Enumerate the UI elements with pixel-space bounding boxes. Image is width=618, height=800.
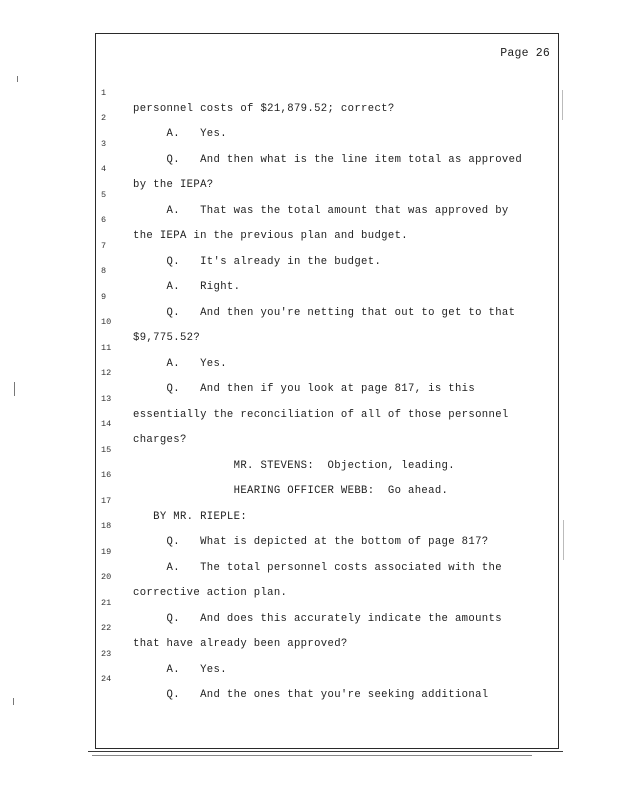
footer-rule	[88, 751, 563, 752]
line-number: 16	[101, 470, 112, 480]
transcript-line	[96, 273, 558, 319]
scan-speck	[14, 382, 15, 396]
line-text: corrective action plan.	[133, 587, 288, 599]
line-text: A. Right.	[133, 281, 241, 293]
scan-speck	[13, 698, 14, 705]
line-text: Q. And then you're netting that out to get to that	[133, 307, 516, 319]
line-number: 4	[101, 164, 107, 174]
line-number: 14	[101, 419, 112, 429]
transcript-line	[96, 579, 558, 625]
line-number: 13	[101, 394, 112, 404]
scan-speck	[17, 76, 18, 82]
line-text: A. Yes.	[133, 358, 227, 370]
line-number: 12	[101, 368, 112, 378]
transcript-line	[96, 400, 558, 446]
line-number: 7	[101, 241, 107, 251]
line-text: Q. And then what is the line item total as approved	[133, 154, 523, 166]
line-number: 21	[101, 598, 112, 608]
transcript-line	[96, 502, 558, 548]
line-text: Q. And then if you look at page 817, is this	[133, 383, 476, 395]
transcript-line	[96, 477, 558, 523]
transcript-line	[96, 94, 558, 140]
line-number: 20	[101, 572, 112, 582]
line-text: charges?	[133, 434, 187, 446]
line-text: by the IEPA?	[133, 179, 214, 191]
scan-speck	[562, 90, 563, 120]
transcript-line	[96, 630, 558, 676]
line-text: that have already been approved?	[133, 638, 348, 650]
line-text: HEARING OFFICER WEBB: Go ahead.	[133, 485, 449, 497]
line-text: Q. And the ones that you're seeking additional	[133, 689, 489, 701]
transcript-line	[96, 298, 558, 344]
transcript-page	[95, 33, 559, 749]
line-text: A. The total personnel costs associated with the	[133, 562, 502, 574]
line-number: 18	[101, 521, 112, 531]
line-number: 17	[101, 496, 112, 506]
transcript-line	[96, 120, 558, 166]
transcript-line	[96, 196, 558, 242]
transcript-line	[96, 324, 558, 370]
line-number: 1	[101, 88, 107, 98]
transcript-line	[96, 145, 558, 191]
line-number: 19	[101, 547, 112, 557]
line-number: 9	[101, 292, 107, 302]
transcript-line	[96, 349, 558, 395]
line-number: 24	[101, 674, 112, 684]
transcript-line	[96, 655, 558, 701]
line-number: 3	[101, 139, 107, 149]
transcript-line	[96, 604, 558, 650]
line-text: A. Yes.	[133, 128, 227, 140]
page-number: Page 26	[500, 47, 550, 60]
transcript-line	[96, 451, 558, 497]
transcript-line	[96, 222, 558, 268]
transcript-line	[96, 171, 558, 217]
line-text: A. That was the total amount that was approved by	[133, 205, 509, 217]
line-text: A. Yes.	[133, 664, 227, 676]
transcript-line	[96, 375, 558, 421]
line-text: the IEPA in the previous plan and budget.	[133, 230, 408, 242]
line-text: MR. STEVENS: Objection, leading.	[133, 460, 455, 472]
line-number: 2	[101, 113, 107, 123]
line-text: Q. And does this accurately indicate the amounts	[133, 613, 502, 625]
line-text: Q. What is depicted at the bottom of page 817?	[133, 536, 489, 548]
line-number: 22	[101, 623, 112, 633]
line-number: 15	[101, 445, 112, 455]
line-number: 23	[101, 649, 112, 659]
transcript-line	[96, 528, 558, 574]
line-text: personnel costs of $21,879.52; correct?	[133, 103, 395, 115]
line-text: essentially the reconciliation of all of those personnel	[133, 409, 509, 421]
transcript-line	[96, 69, 558, 115]
line-text: $9,775.52?	[133, 332, 201, 344]
line-number: 11	[101, 343, 112, 353]
transcript-line	[96, 247, 558, 293]
transcript-line	[96, 553, 558, 599]
transcript-line	[96, 426, 558, 472]
line-text: Q. It's already in the budget.	[133, 256, 382, 268]
line-text: BY MR. RIEPLE:	[133, 511, 248, 523]
line-number: 6	[101, 215, 107, 225]
scan-speck	[563, 520, 564, 560]
line-number: 10	[101, 317, 112, 327]
line-number: 8	[101, 266, 107, 276]
footer-rule-secondary	[92, 755, 532, 756]
line-number: 5	[101, 190, 107, 200]
